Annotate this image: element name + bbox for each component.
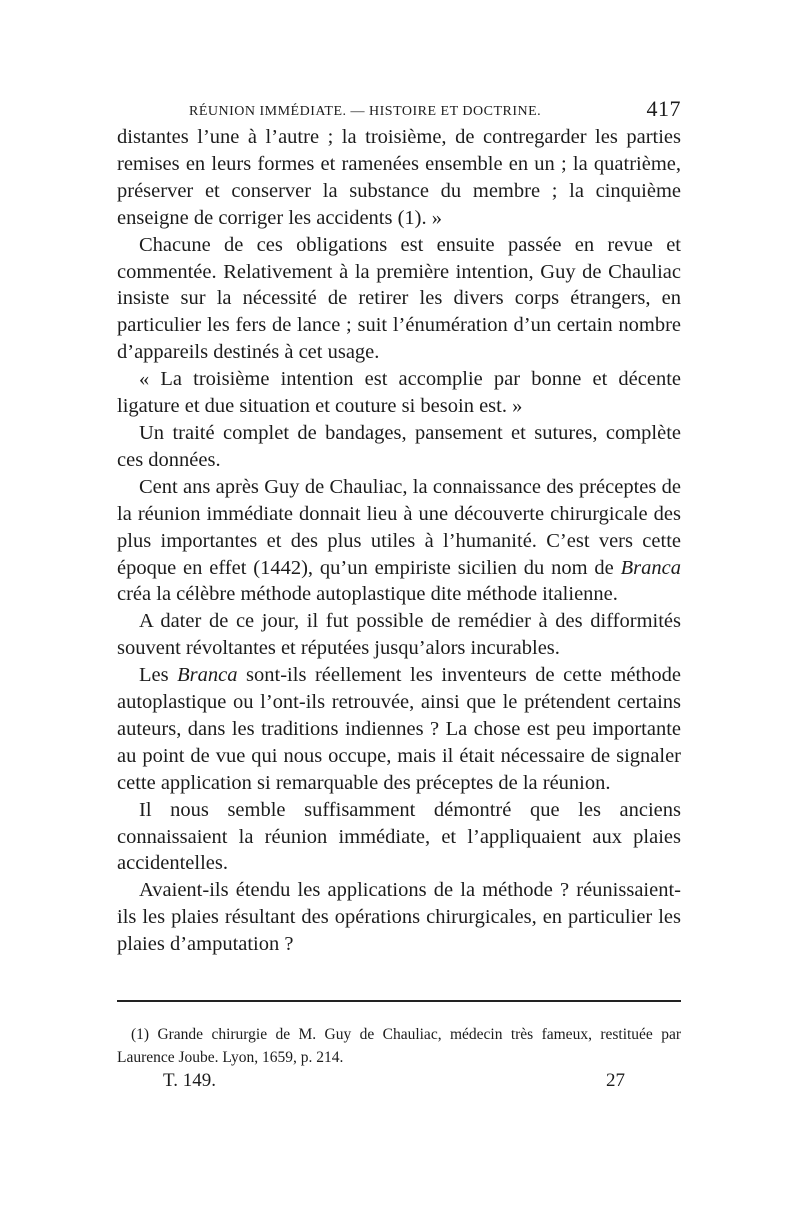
paragraph [117,124,681,232]
paragraph-text: A dater de ce jour, il fut possible de remédier à des difformités souvent révoltantes et réputées jusqu’alors incurables. [117,610,681,660]
paragraph [117,420,681,474]
paragraph-text: distantes l’une à l’autre ; la troisième, de contregarder les parties remises en leurs formes et ramenées ensemble en un ; la quatrième, préserver et conserver la substance du membre ; la cinquième enseigne de corriger les accidents (1). » [117,126,681,229]
running-title: RÉUNION IMMÉDIATE. — HISTOIRE ET DOCTRINE. [189,104,542,119]
paragraph-text: Chacune de ces obligations est ensuite passée en revue et commentée. Relativement à la première intention, Guy de Chauliac insiste sur la nécessité de retirer les divers corps étrangers, en particulier les fers de lance ; suit l’énumération d’un certain nombre d’appareils destinés à cet usage. [117,233,681,364]
running-head [117,94,681,124]
page-number: 417 [646,96,681,121]
paragraph [117,232,681,367]
italic-name: Branca [177,664,238,687]
paragraph-text: Il nous semble suffisamment démontré que les anciens connaissaient la réunion immédiate, et l’appliquaient aux plaies accidentelles. [117,798,681,875]
book-page [117,94,681,1096]
italic-name: Branca [620,556,681,579]
footnote-divider [117,1000,681,1002]
paragraph [117,662,681,797]
sheet-number: 27 [606,1070,625,1092]
paragraph-text: Avaient-ils étendu les applications de la méthode ? réunissaient-ils les plaies résultant des opérations chirurgicales, en particulier les plaies d’amputation ? [117,879,681,956]
paragraph [117,877,681,958]
paragraph [117,608,681,662]
paragraph-text: Cent ans après Guy de Chauliac, la connaissance des préceptes de la réunion immédiate donnait lieu à une découverte chirurgicale des plus importantes et des plus utiles à l’humanité. C’est vers cette époque en effet (1442), qu’un empiriste sicilien du nom de [117,475,681,579]
paragraph-text: Les [139,664,178,687]
printer-signature: T. 149. [163,1070,216,1092]
paragraph [117,797,681,878]
signature-line [117,1070,681,1096]
paragraph [117,474,681,609]
body-text [117,124,681,958]
paragraph-text: « La troisième intention est accomplie par bonne et décente ligature et due situation et couture si besoin est. » [117,368,681,418]
paragraph-text: créa la célèbre méthode autoplastique dite méthode italienne. [117,583,618,606]
footnote: (1) Grande chirurgie de M. Guy de Chauliac, médecin très fameux, restituée par Laurence Joube. Lyon, 1659, p. 214. [117,1026,681,1067]
paragraph [117,366,681,420]
paragraph-text: Un traité complet de bandages, pansement et sutures, complète ces données. [117,421,681,471]
paragraph-text: sont-ils réellement les inventeurs de cette méthode autoplastique ou l’ont-ils retrouvée, ainsi que le prétendent certains auteurs, dans les traditions indiennes ? La chose est peu importante au point de vue qui nous occupe, mais il était nécessaire de signaler cette application si remarquable des préceptes de la réunion. [117,664,681,794]
